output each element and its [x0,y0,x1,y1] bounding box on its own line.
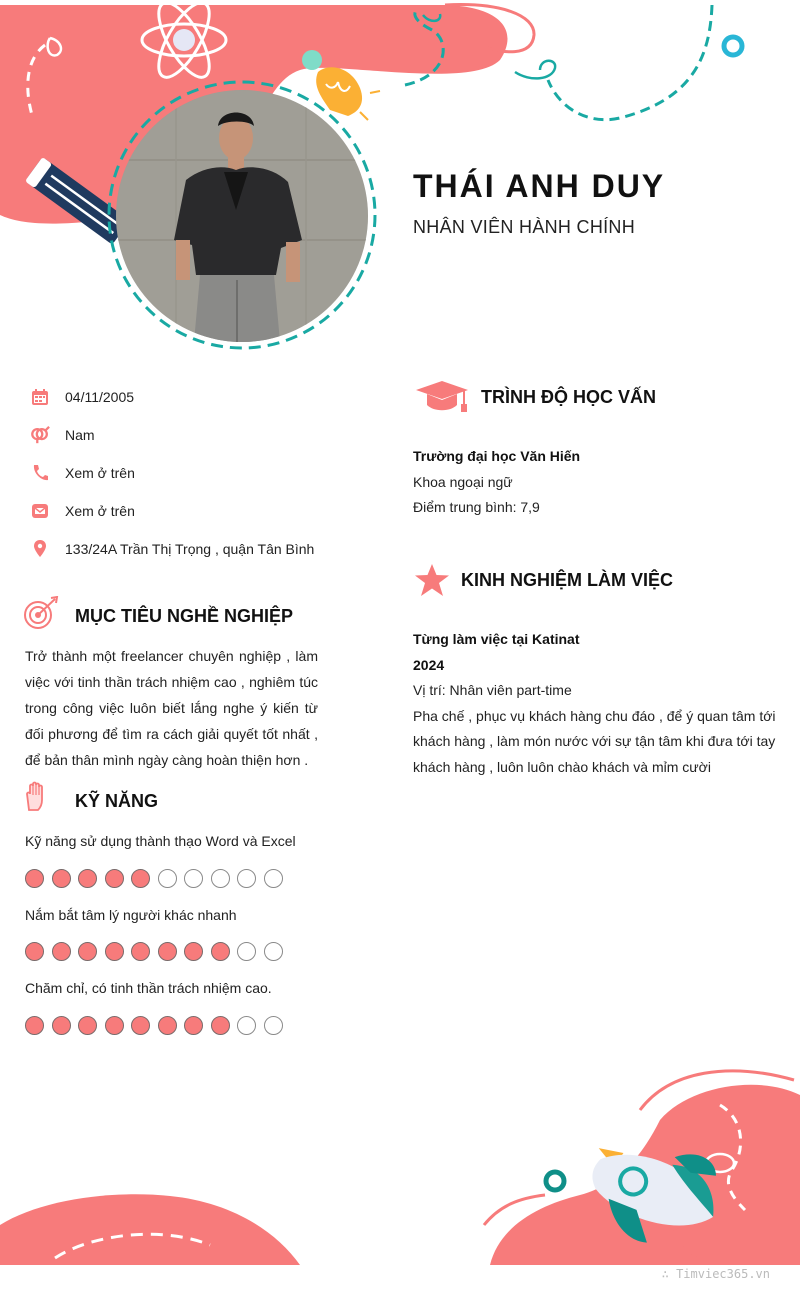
rating-dot-filled [78,942,97,961]
graduation-cap-icon [414,380,470,419]
rating-dot-filled [52,1016,71,1035]
rating-dot-filled [158,942,177,961]
skill-rating [25,869,283,888]
rating-dot-filled [25,869,44,888]
position: Vị trí: Nhân viên part-time [413,682,572,698]
rating-dot-filled [211,1016,230,1035]
education-details [413,444,580,521]
email-icon [30,501,50,521]
experience-description: Pha chế , phục vụ khách hàng chu đáo , để ý quan tâm tới khách hàng , làm món nước với sự tận tâm khi đưa tới tay khách hàng , luôn luôn chào khách và mỉm cười [413,707,776,775]
experience-year: 2024 [413,656,445,673]
rating-dot-filled [184,1016,203,1035]
rating-dot-filled [78,1016,97,1035]
skill-label: Nắm bắt tâm lý người khác nhanh [25,907,237,923]
rating-dot-filled [78,869,97,888]
objective-text: Trở thành một freelancer chuyên nghiệp , làm việc với tinh thần trách nhiệm cao , nghiêm túc trong công việc luôn biết lắng nghe ý kiến từ đối phương để tìm ra cách giải quyết tốt nhất , để bản thân mình ngày càng hoàn thiện hơn . [25,648,318,768]
gender-text: Nam [65,427,95,443]
contact-phone [30,461,135,485]
rating-dot-empty [237,942,256,961]
candidate-name: THÁI ANH DUY [413,168,666,204]
location-pin-icon [30,539,50,559]
phone-icon [30,463,50,483]
experience-details [413,627,778,780]
target-icon [23,596,59,635]
rating-dot-empty [237,1016,256,1035]
rating-dot-empty [184,869,203,888]
hand-icon [23,780,49,817]
rating-dot-filled [211,942,230,961]
experience-title: KINH NGHIỆM LÀM VIỆC [461,570,674,590]
company: Từng làm việc tại Katinat [413,631,580,647]
rating-dot-empty [237,869,256,888]
rating-dot-filled [25,1016,44,1035]
rating-dot-filled [158,1016,177,1035]
school-name: Trường đại học Văn Hiến [413,448,581,464]
contact-birthdate [30,385,135,409]
skill-label: Chăm chỉ, có tinh thần trách nhiệm cao. [25,980,272,996]
rating-dot-filled [25,942,44,961]
job-title: NHÂN VIÊN HÀNH CHÍNH [413,217,636,237]
address-text: 133/24A Trần Thị Trọng , quận Tân Bình [65,541,315,557]
brand-watermark: ∴ Timviec365.vn [661,1267,770,1281]
rating-dot-filled [131,869,150,888]
rating-dot-filled [105,942,124,961]
rating-dot-empty [264,869,283,888]
rating-dot-filled [105,1016,124,1035]
rating-dot-filled [105,869,124,888]
email-text: Xem ở trên [65,503,135,519]
rating-dot-empty [158,869,177,888]
skills-title: KỸ NĂNG [75,791,159,811]
rating-dot-filled [184,942,203,961]
birthdate-text: 04/11/2005 [65,389,135,405]
calendar-icon [30,387,50,407]
star-icon [414,563,450,602]
skill-rating [25,1016,283,1035]
rating-dot-empty [211,869,230,888]
rating-dot-empty [264,1016,283,1035]
faculty: Khoa ngoại ngữ [413,473,513,490]
gender-icon [30,425,50,445]
education-title: TRÌNH ĐỘ HỌC VẤN [481,387,656,407]
rating-dot-filled [52,942,71,961]
rating-dot-filled [52,869,71,888]
objective-title: MỤC TIÊU NGHỀ NGHIỆP [75,606,294,626]
contact-gender [30,423,95,447]
skill-label: Kỹ năng sử dụng thành thạo Word và Excel [25,833,296,849]
contact-email [30,499,135,523]
rating-dot-empty [264,942,283,961]
rating-dot-filled [131,1016,150,1035]
phone-text: Xem ở trên [65,465,135,481]
gpa: Điểm trung bình: 7,9 [413,499,540,515]
contact-address [30,537,315,561]
profile-photo [116,90,368,342]
skill-rating [25,942,283,961]
rating-dot-filled [131,942,150,961]
